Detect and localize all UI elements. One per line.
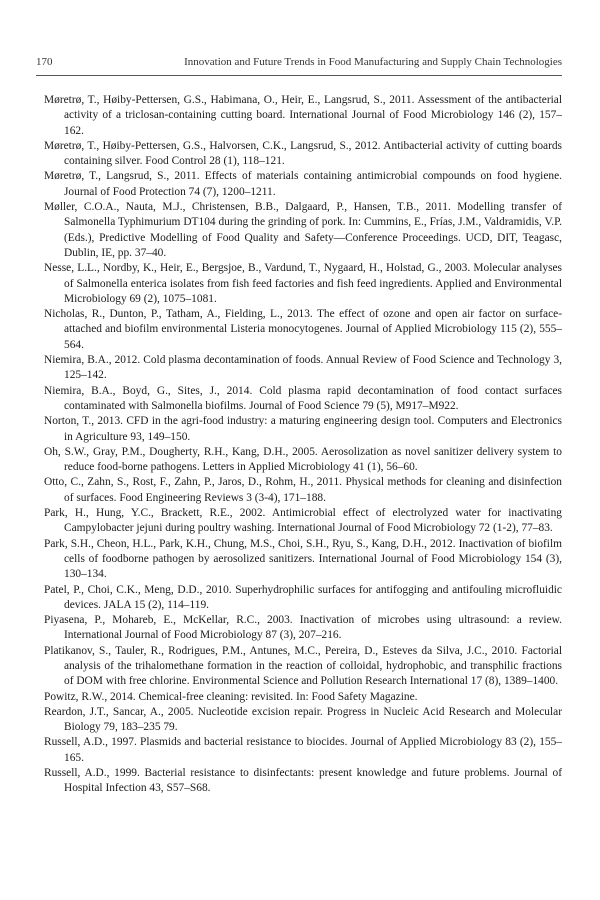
reference-item: Park, H., Hung, Y.C., Brackett, R.E., 2002. Antimicrobial effect of electrolyzed water for inactivating Campylobacter jejuni during poultry washing. International Journal of Food Microbiology 72 (1-2), 77–83. xyxy=(44,507,562,535)
reference-item: Niemira, B.A., Boyd, G., Sites, J., 2014. Cold plasma rapid decontamination of food contact surfaces contaminated with Salmonella biofilms. Journal of Food Science 79 (5), M917–M922. xyxy=(44,384,562,412)
reference-item: Møller, C.O.A., Nauta, M.J., Christensen, B.B., Dalgaard, P., Hansen, T.B., 2011. Modelling transfer of Salmonella Typhimurium DT104 during the grinding of pork. In: Cummins, E., Frías, J.M., Valdramidis, V.P. (Eds.), Predictive Modelling of Food Quality and Safety—Conference Proceedings. UCD, DIT, Teagasc, Dublin, IE, pp. 37–40. xyxy=(44,201,562,259)
reference-item: Niemira, B.A., 2012. Cold plasma decontamination of foods. Annual Review of Food Science and Technology 3, 125–142. xyxy=(44,354,562,382)
reference-item: Russell, A.D., 1999. Bacterial resistance to disinfectants: present knowledge and future problems. Journal of Hospital Infection 43, S57–S68. xyxy=(44,767,562,795)
reference-item: Oh, S.W., Gray, P.M., Dougherty, R.H., Kang, D.H., 2005. Aerosolization as novel sanitizer delivery system to reduce food-borne pathogens. Letters in Applied Microbiology 41 (1), 56–60. xyxy=(44,445,562,474)
reference-item: Otto, C., Zahn, S., Rost, F., Zahn, P., Jaros, D., Rohm, H., 2011. Physical methods for cleaning and disinfection of surfaces. Food Engineering Reviews 3 (3-4), 171–188. xyxy=(44,476,562,504)
reference-item: Møretrø, T., Høiby-Pettersen, G.S., Halvorsen, C.K., Langsrud, S., 2012. Antibacterial activity of cutting boards containing silver. Food Control 28 (1), 118–121. xyxy=(44,139,562,168)
reference-item: Nesse, L.L., Nordby, K., Heir, E., Bergsjoe, B., Vardund, T., Nygaard, H., Holstad, G., 2003. Molecular analyses of Salmonella enterica isolates from fish feed factories and fish feed ingredients. Applied and Environmental Microbiology 69 (2), 1075–1081. xyxy=(44,262,562,305)
running-header xyxy=(36,56,562,72)
reference-list xyxy=(44,93,562,797)
page-number: 170 xyxy=(36,56,53,68)
reference-item: Powitz, R.W., 2014. Chemical-free cleaning: revisited. In: Food Safety Magazine. xyxy=(44,690,418,703)
reference-item: Piyasena, P., Mohareb, E., McKellar, R.C., 2003. Inactivation of microbes using ultrasound: a review. International Journal of Food Microbiology 87 (3), 207–216. xyxy=(44,614,562,642)
header-rule xyxy=(36,75,562,76)
reference-item: Platikanov, S., Tauler, R., Rodrigues, P.M., Antunes, M.C., Pereira, D., Esteves da Silva, J.C., 2010. Factorial analysis of the trihalomethane formation in the reaction of colloidal, hydrophobic, and transphilic fractions of DOM with free chlorine. Environmental Science and Pollution Research International 17 (8), 1389–1400. xyxy=(44,644,562,688)
reference-item: Patel, P., Choi, C.K., Meng, D.D., 2010. Superhydrophilic surfaces for antifogging and antifouling microfluidic devices. JALA 15 (2), 114–119. xyxy=(44,583,562,611)
reference-item: Norton, T., 2013. CFD in the agri-food industry: a maturing engineering design tool. Computers and Electronics in Agriculture 93, 149–150. xyxy=(44,415,562,443)
reference-item: Nicholas, R., Dunton, P., Tatham, A., Fielding, L., 2013. The effect of ozone and open air factor on surface-attached and biofilm environmental Listeria monocytogenes. Journal of Applied Microbiology 115 (2), 555–564. xyxy=(44,308,562,351)
reference-item: Møretrø, T., Høiby-Pettersen, G.S., Habimana, O., Heir, E., Langsrud, S., 2011. Assessment of the antibacterial activity of a triclosan-containing cutting board. International Journal of Food Microbiology 146 (2), 157–162. xyxy=(44,94,562,137)
reference-item: Russell, A.D., 1997. Plasmids and bacterial resistance to biocides. Journal of Applied Microbiology 83 (2), 155–165. xyxy=(44,736,562,764)
reference-item: Møretrø, T., Langsrud, S., 2011. Effects of materials containing antimicrobial compounds on food hygiene. Journal of Food Protection 74 (7), 1200–1211. xyxy=(44,170,562,198)
running-title: Innovation and Future Trends in Food Manufacturing and Supply Chain Technologies xyxy=(184,56,562,68)
reference-item: Reardon, J.T., Sancar, A., 2005. Nucleotide excision repair. Progress in Nucleic Acid Research and Molecular Biology 79, 183–235 79. xyxy=(44,705,562,734)
reference-item: Park, S.H., Cheon, H.L., Park, K.H., Chung, M.S., Choi, S.H., Ryu, S., Kang, D.H., 2012. Inactivation of biofilm cells of foodborne pathogen by aerosolized sanitizers. International Journal of Food Microbiology 154 (3), 130–134. xyxy=(44,537,562,581)
